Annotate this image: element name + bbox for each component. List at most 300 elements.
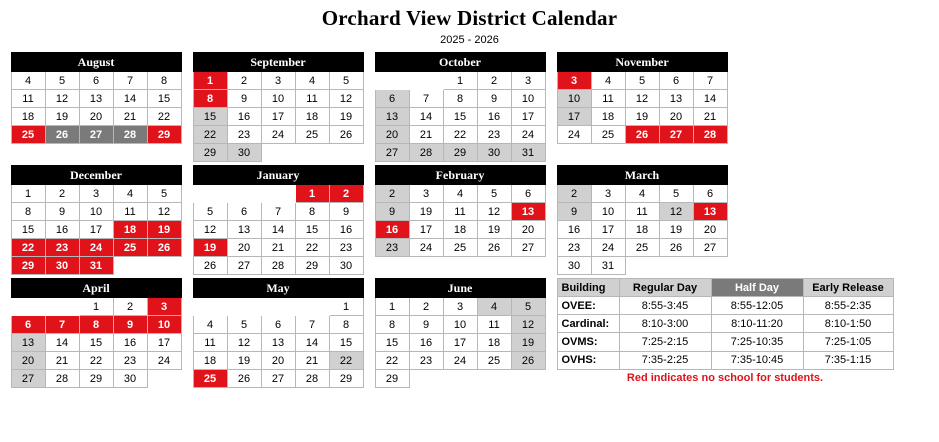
day-cell[interactable]: 26 — [511, 352, 545, 370]
empty-cell — [477, 370, 511, 388]
day-cell[interactable]: 14 — [113, 90, 147, 108]
day-cell[interactable]: 3 — [261, 72, 295, 90]
day-cell[interactable]: 18 — [443, 221, 477, 239]
day-cell[interactable]: 2 — [477, 72, 511, 90]
day-cell[interactable]: 2 — [409, 298, 443, 316]
day-cell[interactable]: 23 — [329, 239, 363, 257]
empty-cell — [625, 144, 659, 162]
day-cell[interactable]: 16 — [409, 334, 443, 352]
empty-cell — [45, 144, 79, 162]
day-cell[interactable]: 4 — [113, 185, 147, 203]
day-cell[interactable]: 5 — [659, 185, 693, 203]
day-cell[interactable]: 1 — [11, 185, 45, 203]
week-row — [193, 108, 363, 126]
day-cell[interactable]: 13 — [511, 203, 545, 221]
day-cell[interactable]: 19 — [147, 221, 181, 239]
day-cell[interactable]: 19 — [477, 221, 511, 239]
day-cell[interactable]: 22 — [193, 126, 227, 144]
day-cell[interactable]: 13 — [227, 221, 261, 239]
day-cell[interactable]: 4 — [443, 185, 477, 203]
day-cell[interactable]: 10 — [511, 90, 545, 108]
table-row — [557, 315, 893, 333]
day-cell[interactable]: 26 — [477, 239, 511, 257]
day-cell[interactable]: 15 — [79, 334, 113, 352]
day-cell[interactable]: 3 — [443, 298, 477, 316]
day-cell[interactable]: 15 — [443, 108, 477, 126]
day-cell[interactable]: 16 — [45, 221, 79, 239]
day-cell[interactable]: 13 — [375, 108, 409, 126]
day-cell[interactable]: 26 — [227, 370, 261, 388]
empty-cell — [295, 144, 329, 162]
month-january — [193, 165, 364, 275]
day-cell[interactable]: 10 — [261, 90, 295, 108]
day-cell[interactable]: 24 — [557, 126, 591, 144]
day-cell[interactable]: 2 — [227, 72, 261, 90]
week-row — [193, 316, 363, 334]
day-cell[interactable]: 12 — [659, 203, 693, 221]
day-cell[interactable]: 21 — [295, 352, 329, 370]
day-cell[interactable]: 24 — [511, 126, 545, 144]
day-cell[interactable]: 28 — [295, 370, 329, 388]
day-cell[interactable]: 1 — [79, 298, 113, 316]
day-cell[interactable]: 21 — [261, 239, 295, 257]
day-cell[interactable]: 20 — [511, 221, 545, 239]
week-row — [557, 72, 727, 90]
day-cell[interactable]: 6 — [79, 72, 113, 90]
day-cell[interactable]: 13 — [11, 334, 45, 352]
day-cell[interactable]: 15 — [375, 334, 409, 352]
day-cell[interactable]: 2 — [45, 185, 79, 203]
day-cell[interactable]: 19 — [227, 352, 261, 370]
week-row — [11, 203, 181, 221]
day-cell[interactable]: 13 — [261, 334, 295, 352]
day-cell[interactable]: 21 — [45, 352, 79, 370]
day-cell[interactable]: 19 — [329, 108, 363, 126]
week-row — [193, 203, 363, 221]
day-cell[interactable]: 5 — [227, 316, 261, 334]
empty-cell — [375, 72, 409, 90]
day-cell[interactable]: 15 — [193, 108, 227, 126]
day-cell[interactable]: 15 — [11, 221, 45, 239]
day-cell[interactable]: 29 — [147, 126, 181, 144]
day-cell[interactable]: 27 — [261, 370, 295, 388]
day-cell[interactable]: 26 — [625, 126, 659, 144]
day-cell[interactable]: 21 — [409, 126, 443, 144]
week-row — [375, 126, 545, 144]
day-cell[interactable]: 14 — [261, 221, 295, 239]
day-cell[interactable]: 9 — [227, 90, 261, 108]
day-cell[interactable]: 3 — [557, 72, 591, 90]
day-cell[interactable]: 5 — [511, 298, 545, 316]
day-cell[interactable]: 19 — [193, 239, 227, 257]
day-cell[interactable]: 5 — [477, 185, 511, 203]
day-cell[interactable]: 26 — [193, 257, 227, 275]
day-cell[interactable]: 28 — [693, 126, 727, 144]
day-cell[interactable]: 12 — [329, 90, 363, 108]
day-cell[interactable]: 5 — [45, 72, 79, 90]
day-cell[interactable]: 20 — [11, 352, 45, 370]
day-cell[interactable]: 7 — [295, 316, 329, 334]
day-cell[interactable]: 27 — [659, 126, 693, 144]
day-cell[interactable]: 28 — [45, 370, 79, 388]
day-cell[interactable]: 19 — [625, 108, 659, 126]
day-cell[interactable]: 27 — [227, 257, 261, 275]
day-cell[interactable]: 10 — [557, 90, 591, 108]
month-november — [557, 52, 728, 162]
day-cell[interactable]: 17 — [147, 334, 181, 352]
day-cell[interactable]: 31 — [591, 257, 625, 275]
month-may — [193, 278, 364, 388]
day-cell[interactable]: 26 — [329, 126, 363, 144]
week-row — [11, 298, 181, 316]
day-cell[interactable]: 31 — [511, 144, 545, 162]
day-cell[interactable]: 11 — [295, 90, 329, 108]
week-row — [557, 257, 727, 275]
day-cell[interactable]: 9 — [45, 203, 79, 221]
empty-cell — [227, 298, 261, 316]
day-cell[interactable]: 10 — [591, 203, 625, 221]
empty-cell — [557, 144, 591, 162]
day-cell[interactable]: 18 — [193, 352, 227, 370]
day-cell[interactable]: 3 — [79, 185, 113, 203]
day-cell[interactable]: 11 — [193, 334, 227, 352]
day-cell[interactable]: 29 — [295, 257, 329, 275]
empty-cell — [511, 257, 545, 275]
day-cell[interactable]: 29 — [375, 370, 409, 388]
day-cell[interactable]: 29 — [11, 257, 45, 275]
day-cell[interactable]: 5 — [193, 203, 227, 221]
day-cell[interactable]: 18 — [477, 334, 511, 352]
day-cell[interactable]: 14 — [409, 108, 443, 126]
month-september — [193, 52, 364, 162]
day-cell[interactable]: 30 — [329, 257, 363, 275]
day-cell[interactable]: 11 — [477, 316, 511, 334]
day-cell[interactable]: 12 — [147, 203, 181, 221]
day-cell[interactable]: 11 — [591, 90, 625, 108]
day-cell[interactable]: 2 — [375, 185, 409, 203]
day-cell[interactable]: 24 — [147, 352, 181, 370]
day-cell[interactable]: 8 — [375, 316, 409, 334]
day-cell[interactable]: 1 — [443, 72, 477, 90]
day-cell[interactable]: 8 — [443, 90, 477, 108]
header-early-release: Early Release — [803, 279, 893, 297]
day-cell[interactable]: 24 — [409, 239, 443, 257]
week-row — [557, 108, 727, 126]
day-cell[interactable]: 13 — [693, 203, 727, 221]
day-cell[interactable]: 25 — [11, 126, 45, 144]
day-cell[interactable]: 4 — [477, 298, 511, 316]
day-cell[interactable]: 2 — [329, 185, 363, 203]
day-cell[interactable]: 27 — [79, 126, 113, 144]
month-october — [375, 52, 546, 162]
building-name: OVHS: — [557, 351, 619, 369]
calendar-row-1 — [11, 52, 929, 162]
day-cell[interactable]: 18 — [591, 108, 625, 126]
week-row — [11, 239, 181, 257]
day-cell[interactable]: 18 — [113, 221, 147, 239]
day-cell[interactable]: 2 — [113, 298, 147, 316]
day-cell[interactable]: 13 — [79, 90, 113, 108]
day-cell[interactable]: 6 — [375, 90, 409, 108]
day-cell[interactable]: 17 — [261, 108, 295, 126]
day-cell[interactable]: 10 — [79, 203, 113, 221]
empty-cell — [147, 144, 181, 162]
week-row — [193, 221, 363, 239]
day-cell[interactable]: 30 — [45, 257, 79, 275]
header-half-day: Half Day — [711, 279, 803, 297]
empty-cell — [693, 257, 727, 275]
week-row — [11, 221, 181, 239]
empty-cell — [227, 185, 261, 203]
day-cell[interactable]: 12 — [45, 90, 79, 108]
week-row — [193, 185, 363, 203]
day-cell[interactable]: 17 — [511, 108, 545, 126]
month-august — [11, 52, 182, 162]
day-cell[interactable]: 28 — [113, 126, 147, 144]
calendar-row-2 — [11, 165, 929, 275]
day-cell[interactable]: 8 — [193, 90, 227, 108]
day-cell[interactable]: 10 — [147, 316, 181, 334]
day-cell[interactable]: 5 — [147, 185, 181, 203]
day-cell[interactable]: 17 — [79, 221, 113, 239]
day-cell[interactable]: 26 — [45, 126, 79, 144]
day-cell[interactable]: 25 — [113, 239, 147, 257]
day-cell[interactable]: 23 — [113, 352, 147, 370]
day-cell[interactable]: 6 — [11, 316, 45, 334]
day-cell[interactable]: 29 — [193, 144, 227, 162]
day-cell[interactable]: 1 — [329, 298, 363, 316]
day-cell[interactable]: 15 — [147, 90, 181, 108]
day-cell[interactable]: 19 — [511, 334, 545, 352]
day-cell[interactable]: 6 — [693, 185, 727, 203]
day-cell[interactable]: 9 — [477, 90, 511, 108]
header-regular-day: Regular Day — [619, 279, 711, 297]
day-cell[interactable]: 12 — [193, 221, 227, 239]
day-cell[interactable]: 11 — [11, 90, 45, 108]
day-cell[interactable]: 9 — [409, 316, 443, 334]
day-cell[interactable]: 26 — [659, 239, 693, 257]
empty-cell — [79, 144, 113, 162]
day-cell[interactable]: 27 — [11, 370, 45, 388]
day-cell[interactable]: 6 — [659, 72, 693, 90]
day-cell[interactable]: 18 — [625, 221, 659, 239]
day-cell[interactable]: 7 — [45, 316, 79, 334]
day-cell[interactable]: 20 — [659, 108, 693, 126]
day-cell[interactable]: 14 — [693, 90, 727, 108]
early-release-time: 8:10-1:50 — [803, 315, 893, 333]
day-cell[interactable]: 1 — [193, 72, 227, 90]
day-cell[interactable]: 22 — [295, 239, 329, 257]
day-cell[interactable]: 28 — [261, 257, 295, 275]
day-cell[interactable]: 22 — [375, 352, 409, 370]
day-cell[interactable]: 27 — [375, 144, 409, 162]
day-cell[interactable]: 20 — [693, 221, 727, 239]
day-cell[interactable]: 19 — [659, 221, 693, 239]
calendar-page — [0, 6, 939, 442]
month-title: September — [193, 53, 363, 72]
day-cell[interactable]: 16 — [113, 334, 147, 352]
day-cell[interactable]: 13 — [659, 90, 693, 108]
day-cell[interactable]: 4 — [295, 72, 329, 90]
day-cell[interactable]: 7 — [113, 72, 147, 90]
day-cell[interactable]: 24 — [261, 126, 295, 144]
day-cell[interactable]: 22 — [11, 239, 45, 257]
day-cell[interactable]: 25 — [193, 370, 227, 388]
day-cell[interactable]: 8 — [11, 203, 45, 221]
day-cell[interactable]: 3 — [591, 185, 625, 203]
day-cell[interactable]: 17 — [557, 108, 591, 126]
week-row — [193, 352, 363, 370]
day-cell[interactable]: 24 — [79, 239, 113, 257]
day-cell[interactable]: 16 — [227, 108, 261, 126]
day-cell[interactable]: 4 — [193, 316, 227, 334]
day-cell[interactable]: 20 — [375, 126, 409, 144]
day-cell[interactable]: 16 — [557, 221, 591, 239]
day-cell[interactable]: 19 — [409, 203, 443, 221]
day-cell[interactable]: 12 — [227, 334, 261, 352]
day-cell[interactable]: 14 — [45, 334, 79, 352]
day-cell[interactable]: 17 — [443, 334, 477, 352]
week-row — [11, 90, 181, 108]
day-cell[interactable]: 8 — [329, 316, 363, 334]
building-name: Cardinal: — [557, 315, 619, 333]
empty-cell — [409, 257, 443, 275]
day-cell[interactable]: 16 — [329, 221, 363, 239]
day-cell[interactable]: 12 — [511, 316, 545, 334]
day-cell[interactable]: 23 — [227, 126, 261, 144]
day-cell[interactable]: 25 — [477, 352, 511, 370]
day-cell[interactable]: 22 — [443, 126, 477, 144]
day-cell[interactable]: 3 — [147, 298, 181, 316]
day-cell[interactable]: 12 — [477, 203, 511, 221]
day-cell[interactable]: 2 — [557, 185, 591, 203]
day-cell[interactable]: 30 — [227, 144, 261, 162]
day-cell[interactable]: 9 — [557, 203, 591, 221]
day-cell[interactable]: 9 — [329, 203, 363, 221]
day-cell[interactable]: 15 — [295, 221, 329, 239]
day-cell[interactable]: 10 — [443, 316, 477, 334]
day-cell[interactable]: 28 — [409, 144, 443, 162]
day-cell[interactable]: 4 — [625, 185, 659, 203]
day-cell[interactable]: 27 — [693, 239, 727, 257]
day-cell[interactable]: 22 — [147, 108, 181, 126]
day-cell[interactable]: 22 — [79, 352, 113, 370]
day-cell[interactable]: 11 — [113, 203, 147, 221]
day-cell[interactable]: 7 — [261, 203, 295, 221]
day-cell[interactable]: 17 — [591, 221, 625, 239]
week-row — [557, 239, 727, 257]
day-cell[interactable]: 21 — [693, 108, 727, 126]
day-cell[interactable]: 4 — [591, 72, 625, 90]
day-cell[interactable]: 16 — [477, 108, 511, 126]
day-cell[interactable]: 30 — [113, 370, 147, 388]
day-cell[interactable]: 29 — [79, 370, 113, 388]
day-cell[interactable]: 15 — [329, 334, 363, 352]
week-row — [11, 108, 181, 126]
day-cell[interactable]: 25 — [591, 126, 625, 144]
day-cell[interactable]: 12 — [625, 90, 659, 108]
day-cell[interactable]: 23 — [375, 239, 409, 257]
week-row — [193, 144, 363, 162]
day-cell[interactable]: 7 — [693, 72, 727, 90]
day-cell[interactable]: 30 — [557, 257, 591, 275]
column-gap — [364, 278, 375, 388]
day-cell[interactable]: 4 — [11, 72, 45, 90]
empty-cell — [11, 298, 45, 316]
day-cell[interactable]: 5 — [625, 72, 659, 90]
day-cell[interactable]: 9 — [375, 203, 409, 221]
day-cell[interactable]: 26 — [147, 239, 181, 257]
day-cell[interactable]: 27 — [511, 239, 545, 257]
day-cell[interactable]: 11 — [625, 203, 659, 221]
week-row — [375, 90, 545, 108]
day-cell[interactable]: 3 — [511, 72, 545, 90]
empty-cell — [11, 144, 45, 162]
day-cell[interactable]: 21 — [113, 108, 147, 126]
day-cell[interactable]: 25 — [443, 239, 477, 257]
day-cell[interactable]: 6 — [227, 203, 261, 221]
day-cell[interactable]: 1 — [375, 298, 409, 316]
day-cell[interactable]: 24 — [443, 352, 477, 370]
day-cell[interactable]: 20 — [79, 108, 113, 126]
week-row — [11, 370, 181, 388]
day-cell[interactable]: 29 — [443, 144, 477, 162]
day-cell[interactable]: 20 — [227, 239, 261, 257]
header-building: Building — [557, 279, 619, 297]
week-row — [11, 126, 181, 144]
day-cell[interactable]: 9 — [113, 316, 147, 334]
day-cell[interactable]: 31 — [79, 257, 113, 275]
day-cell[interactable]: 6 — [511, 185, 545, 203]
day-cell[interactable]: 23 — [409, 352, 443, 370]
day-cell[interactable]: 30 — [477, 144, 511, 162]
day-cell[interactable]: 3 — [409, 185, 443, 203]
day-cell[interactable]: 29 — [329, 370, 363, 388]
day-cell[interactable]: 25 — [295, 126, 329, 144]
day-cell[interactable]: 6 — [261, 316, 295, 334]
day-cell[interactable]: 16 — [375, 221, 409, 239]
week-row — [11, 334, 181, 352]
day-cell[interactable]: 24 — [591, 239, 625, 257]
day-cell[interactable]: 19 — [45, 108, 79, 126]
day-cell[interactable]: 25 — [625, 239, 659, 257]
day-cell[interactable]: 18 — [11, 108, 45, 126]
day-cell[interactable]: 23 — [45, 239, 79, 257]
table-row — [557, 333, 893, 351]
day-cell[interactable]: 23 — [477, 126, 511, 144]
day-cell[interactable]: 8 — [147, 72, 181, 90]
day-cell[interactable]: 14 — [295, 334, 329, 352]
month-title: October — [375, 53, 545, 72]
day-cell[interactable]: 20 — [261, 352, 295, 370]
day-cell[interactable]: 23 — [557, 239, 591, 257]
week-row — [375, 221, 545, 239]
day-cell[interactable]: 11 — [443, 203, 477, 221]
day-cell[interactable]: 8 — [79, 316, 113, 334]
week-row — [193, 257, 363, 275]
empty-cell — [261, 298, 295, 316]
day-cell[interactable]: 22 — [329, 352, 363, 370]
week-row — [11, 316, 181, 334]
early-release-time: 8:55-2:35 — [803, 297, 893, 315]
day-cell[interactable]: 7 — [409, 90, 443, 108]
day-cell[interactable]: 5 — [329, 72, 363, 90]
day-cell[interactable]: 8 — [295, 203, 329, 221]
day-cell[interactable]: 18 — [295, 108, 329, 126]
day-cell[interactable]: 17 — [409, 221, 443, 239]
page-title: Orchard View District Calendar — [321, 6, 618, 30]
day-cell[interactable]: 1 — [295, 185, 329, 203]
